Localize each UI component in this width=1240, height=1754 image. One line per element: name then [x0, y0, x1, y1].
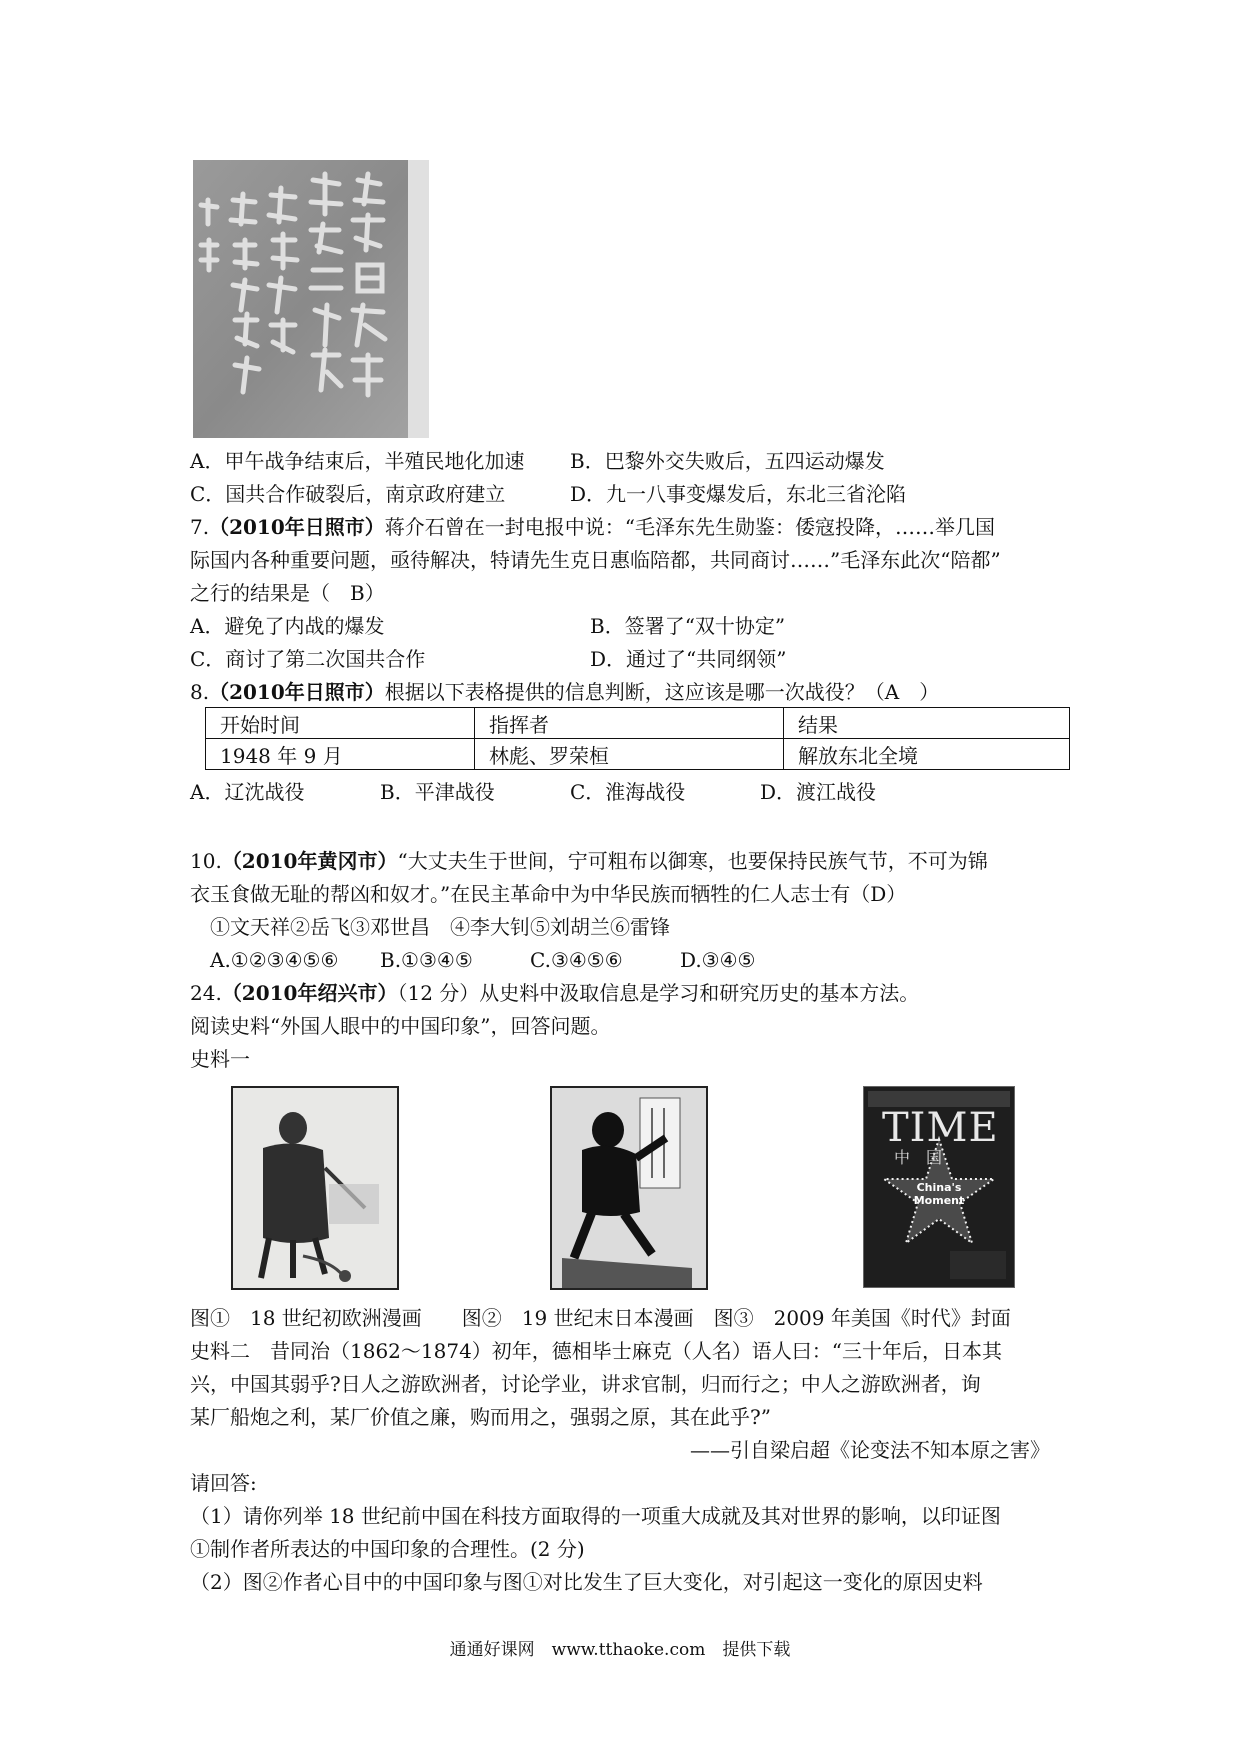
- table-row: [206, 739, 1070, 770]
- q24-source: （2010年绍兴市）: [221, 981, 398, 1005]
- q6-options-row1: [190, 447, 1070, 475]
- q10-stem-line1: [190, 847, 1070, 875]
- q10-option-b: B.①③④⑤: [380, 948, 473, 972]
- table-cell: 1948 年 9 月: [206, 739, 475, 770]
- q7-option-d: D．通过了“共同纲领”: [590, 647, 787, 671]
- q10-source: （2010年黄冈市）: [221, 849, 398, 873]
- q24-text1: （12 分）从史料中汲取信息是学习和研究历史的基本方法。: [397, 981, 920, 1005]
- q6-option-d: D．九一八事变爆发后，东北三省沦陷: [570, 482, 907, 506]
- subquestion2-line1: （2）图②作者心目中的中国印象与图①对比发生了巨大变化，对引起这一变化的原因史料: [190, 1570, 983, 1594]
- time-headline-2: Moment: [913, 1194, 965, 1207]
- q10-text1: “大丈夫生于世间，宁可粗布以御寒，也要保持民族气节，不可为锦: [397, 849, 988, 873]
- q8-source: （2010年日照市）: [209, 680, 385, 704]
- q10-option-c: C.③④⑤⑥: [530, 948, 623, 972]
- material2-line3: 某厂船炮之利，某厂价值之廉，购而用之，强弱之原，其在此乎?”: [190, 1405, 771, 1429]
- q7-source: （2010年日照市）: [209, 515, 385, 539]
- q24-stem-line2: 阅读史料“外国人眼中的中国印象”，回答问题。: [190, 1014, 611, 1038]
- q8-option-a: A．辽沈战役: [190, 780, 305, 804]
- q10-stem-line2: 衣玉食做无耻的帮凶和奴才。”在民主革命中为中华民族而牺牲的仁人志士有（D）: [190, 882, 907, 906]
- time-masthead: TIME: [882, 1105, 999, 1151]
- table-header-cell: 开始时间: [206, 708, 475, 739]
- q7-options-row2: [190, 645, 1070, 673]
- q8-option-b: B．平津战役: [380, 780, 495, 804]
- subquestion1-line1: （1）请你列举 18 世纪前中国在科技方面取得的一项重大成就及其对世界的影响，以印证图: [190, 1504, 1001, 1528]
- q24-number: 24.: [190, 981, 222, 1005]
- q8-stem: [190, 678, 1070, 706]
- material2-line2: 兴，中国其弱乎?日人之游欧洲者，讨论学业，讲求官制，归而行之；中人之游欧洲者，询: [190, 1372, 981, 1396]
- q8-option-c: C．淮海战役: [570, 780, 686, 804]
- q10-options-row: [210, 946, 1090, 974]
- q8-info-table: [205, 707, 1070, 770]
- figure3-time-cover: [863, 1086, 1015, 1288]
- q6-option-c: C．国共合作破裂后，南京政府建立: [190, 482, 506, 506]
- table-header-cell: 指挥者: [475, 708, 784, 739]
- q7-stem-line2: 际国内各种重要问题，亟待解决，特请先生克日惠临陪都，共同商讨……”毛泽东此次“陪都”: [190, 548, 1001, 572]
- figure-captions: 图① 18 世纪初欧洲漫画 图② 19 世纪末日本漫画 图③ 2009 年美国《时代》封面: [190, 1306, 1011, 1330]
- q10-list: ①文天祥②岳飞③邓世昌 ④李大钊⑤刘胡兰⑥雷锋: [210, 915, 670, 939]
- q10-number: 10.: [190, 849, 222, 873]
- q8-option-d: D．渡江战役: [760, 780, 877, 804]
- material2-citation: ——引自梁启超《论变法不知本原之害》: [690, 1438, 1050, 1462]
- q8-text: 根据以下表格提供的信息判断，这应该是哪一次战役？（A ）: [384, 680, 940, 704]
- figure2-japanese-cartoon: [550, 1086, 708, 1290]
- q7-stem-line3: 之行的结果是（ B）: [190, 581, 385, 605]
- q10-option-d: D.③④⑤: [680, 948, 756, 972]
- q7-text1: 蒋介石曾在一封电报中说：“毛泽东先生勋鉴：倭寇投降，……举几国: [384, 515, 995, 539]
- q8-options-row: [190, 778, 1070, 806]
- answer-prompt: 请回答:: [190, 1471, 257, 1495]
- table-cell: 解放东北全境: [784, 739, 1070, 770]
- q7-number: 7.: [190, 515, 210, 539]
- page-footer: 通通好课网 www.tthaoke.com 提供下载: [449, 1640, 791, 1660]
- q6-option-a: A．甲午战争结束后，半殖民地化加速: [190, 449, 525, 473]
- q7-option-a: A．避免了内战的爆发: [190, 614, 385, 638]
- q7-stem-line1: [190, 513, 1070, 541]
- q10-option-a: A.①②③④⑤⑥: [210, 948, 339, 972]
- q8-number: 8.: [190, 680, 210, 704]
- material1-label: 史料一: [190, 1047, 250, 1071]
- q7-option-c: C．商讨了第二次国共合作: [190, 647, 426, 671]
- table-cell: 林彪、罗荣桓: [475, 739, 784, 770]
- time-overlay-text: 中 国: [894, 1148, 943, 1167]
- table-header-row: [206, 708, 1070, 739]
- q6-options-row2: [190, 480, 1070, 508]
- calligraphy-image: [193, 160, 429, 438]
- subquestion1-line2: ①制作者所表达的中国印象的合理性。(2 分): [190, 1537, 585, 1561]
- q7-option-b: B．签署了“双十协定”: [590, 614, 786, 638]
- q7-options-row1: [190, 612, 1070, 640]
- q6-option-b: B．巴黎外交失败后，五四运动爆发: [570, 449, 885, 473]
- figure1-european-cartoon: [231, 1086, 399, 1290]
- time-headline-1: China's: [916, 1181, 962, 1194]
- material2-line1: 史料二 昔同治（1862～1874）初年，德相毕士麻克（人名）语人曰：“三十年后，日本其: [190, 1339, 1003, 1363]
- q24-stem-line1: [190, 979, 1070, 1007]
- table-header-cell: 结果: [784, 708, 1070, 739]
